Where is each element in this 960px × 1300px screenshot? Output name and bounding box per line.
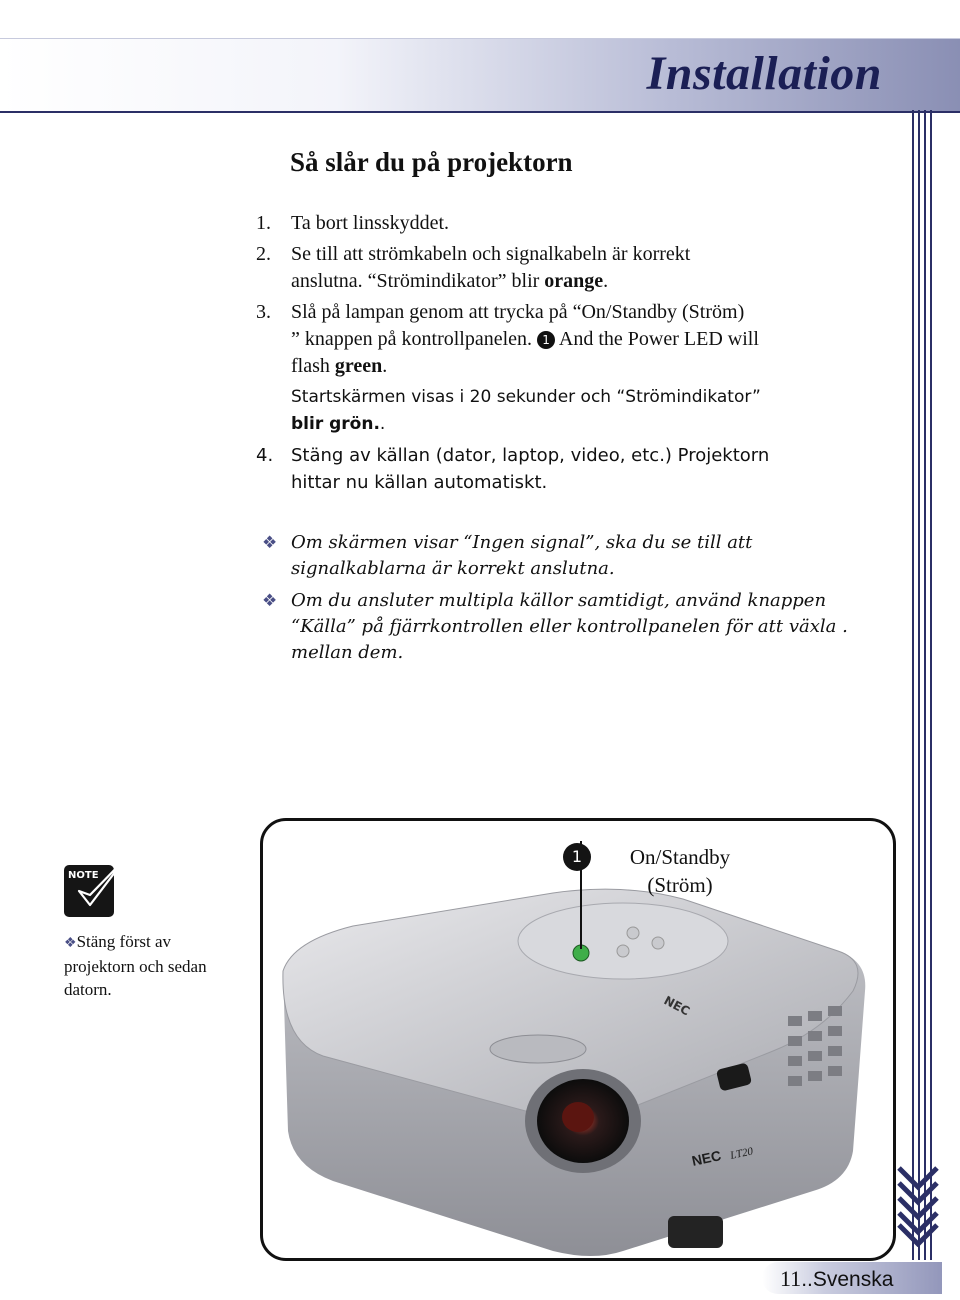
step-text-part: anslutna. “Strömindikator” blir xyxy=(291,270,545,292)
note-icon-label: Note xyxy=(68,870,99,881)
side-rule xyxy=(918,110,920,1260)
page-number: 11 xyxy=(780,1266,802,1291)
step-number: 3. xyxy=(256,301,271,323)
side-rule xyxy=(912,110,914,1260)
side-rule xyxy=(930,110,932,1260)
page-title: Installation xyxy=(646,47,882,100)
emphasis-orange: orange xyxy=(544,270,604,292)
projector-figure xyxy=(260,818,896,1261)
callout-label xyxy=(610,843,750,899)
diamond-bullet-icon: ❖ xyxy=(64,936,77,951)
brand-front-label: NEC xyxy=(690,1147,723,1169)
callout-label-line: (Ström) xyxy=(647,873,713,897)
step-text: Stäng av källan (dator, laptop, video, etc.) Projektorn xyxy=(291,445,770,466)
model-label: LT20 xyxy=(729,1145,755,1162)
note-checkmark-icon xyxy=(63,857,129,919)
step-text xyxy=(291,326,876,353)
side-note-text: Stäng först av projektorn och sedan datorn. xyxy=(64,932,207,999)
step-text xyxy=(291,353,876,380)
note-text: Om skärmen visar “Ingen signal”, ska du se till att signalkablarna är korrekt anslutna. xyxy=(291,532,753,579)
callout-marker-icon: 1 xyxy=(537,331,555,349)
notes-list xyxy=(262,530,882,672)
emphasis-green: blir grön. xyxy=(291,414,380,434)
step-number: 4. xyxy=(256,445,274,466)
step-text: Ta bort linsskyddet. xyxy=(291,212,450,234)
step-text: Startskärmen visas i 20 sekunder och “Strömindikator” xyxy=(291,387,761,407)
step-item xyxy=(256,299,876,438)
step-item xyxy=(256,442,876,496)
step-text-part: And the Power LED will xyxy=(555,328,759,350)
step-item xyxy=(256,210,876,237)
step-text-part: . xyxy=(382,355,388,377)
step-text-part: . xyxy=(603,270,609,292)
steps-list xyxy=(256,210,876,500)
emphasis-green: green xyxy=(334,355,383,377)
step-text-part: . xyxy=(379,414,386,434)
step-text: Slå på lampan genom att trycka på “On/Standby (Ström) xyxy=(291,301,745,323)
step-text xyxy=(291,268,876,295)
step-text-part: ” knappen på kontrollpanelen. xyxy=(291,328,538,350)
brand-top-label: NEC xyxy=(661,993,693,1019)
diamond-bullet-icon: ❖ xyxy=(262,533,278,553)
step-text-part: flash xyxy=(291,355,335,377)
step-text xyxy=(291,411,876,438)
step-number: 2. xyxy=(256,243,271,265)
step-text: Se till att strömkabeln och signalkabeln är korrekt xyxy=(291,243,691,265)
note-item xyxy=(262,588,882,666)
note-text: Om du ansluter multipla källor samtidigt, använd knappen “Källa” på fjärrkontrollen eller kontrollpanelen för att växla . mellan dem. xyxy=(291,590,848,663)
page-footer xyxy=(780,1266,893,1292)
step-text: hittar nu källan automatiskt. xyxy=(291,472,548,493)
side-note xyxy=(64,930,244,1001)
section-heading: Så slår du på projektorn xyxy=(290,147,573,177)
footer-language: ..Svenska xyxy=(801,1268,894,1291)
projector-illustration xyxy=(263,821,893,1258)
diamond-bullet-icon: ❖ xyxy=(262,591,278,611)
callout-number-icon: 1 xyxy=(563,843,591,871)
side-rule xyxy=(924,110,926,1260)
callout-label-line: On/Standby xyxy=(629,845,731,869)
step-item xyxy=(256,241,876,295)
note-item xyxy=(262,530,882,582)
step-number: 1. xyxy=(256,212,271,234)
chevron-down-icon xyxy=(896,1165,940,1247)
